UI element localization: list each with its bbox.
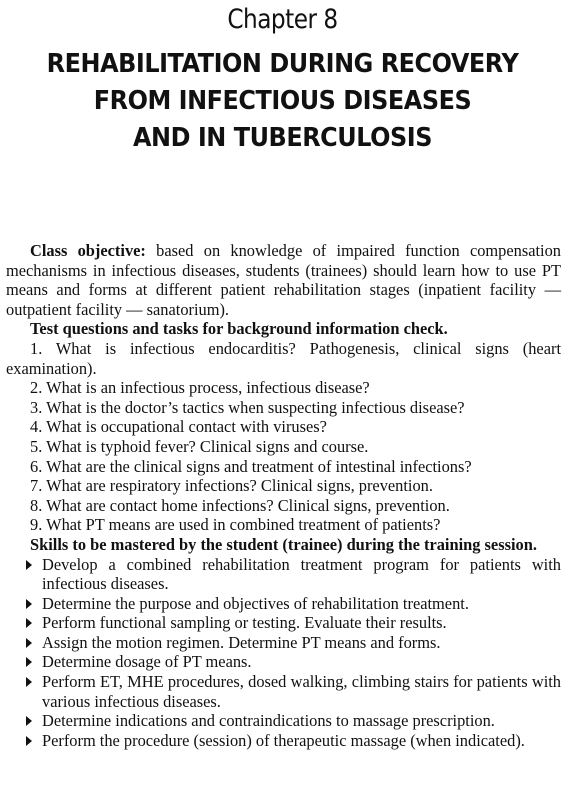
chapter-body bbox=[6, 241, 561, 750]
skill-text: Perform ET, MHE procedures, dosed walking, climbing stairs for patients with various infectious diseases. bbox=[42, 672, 561, 711]
triangle-right-icon bbox=[26, 618, 32, 628]
question-item: 2. What is an infectious process, infectious disease? bbox=[30, 378, 370, 398]
triangle-right-icon bbox=[26, 657, 32, 667]
skill-item bbox=[6, 652, 561, 672]
heading-period: . bbox=[443, 319, 448, 339]
class-objective-text: based on knowledge of impaired function compensation mechanisms in infectious diseases, students (trainees) should learn how to use PT means and forms at different patient rehabilitation stages (inpatient facility — outpatient facility — sanatorium). bbox=[6, 241, 561, 319]
chapter-title bbox=[0, 46, 565, 157]
heading-period: . bbox=[532, 534, 537, 554]
triangle-right-icon bbox=[26, 736, 32, 746]
triangle-right-icon bbox=[26, 716, 32, 726]
class-objective-label: Class objective: bbox=[30, 241, 146, 260]
skill-item bbox=[6, 613, 561, 633]
triangle-right-icon bbox=[26, 599, 32, 609]
test-questions-heading-text: Test questions and tasks for background information check bbox=[30, 319, 444, 339]
test-questions-heading bbox=[6, 319, 561, 339]
triangle-right-icon bbox=[26, 560, 32, 570]
skill-item bbox=[6, 731, 561, 751]
class-objective-paragraph bbox=[6, 241, 561, 319]
question-item: 3. What is the doctor’s tactics when suspecting infectious disease? bbox=[30, 397, 465, 417]
skill-item bbox=[6, 633, 561, 653]
skill-item bbox=[6, 711, 561, 731]
triangle-right-icon bbox=[26, 638, 32, 648]
chapter-number: Chapter 8 bbox=[227, 4, 338, 35]
chapter-title-line: REHABILITATION DURING RECOVERY bbox=[46, 49, 519, 79]
chapter-title-line: FROM INFECTIOUS DISEASES bbox=[93, 86, 472, 116]
question-item: 8. What are contact home infections? Clinical signs, prevention. bbox=[30, 495, 450, 515]
skill-text: Determine the purpose and objectives of rehabilitation treatment. bbox=[42, 593, 469, 613]
question-item: 7. What are respiratory infections? Clinical signs, prevention. bbox=[30, 476, 433, 496]
question-item: 4. What is occupational contact with viruses? bbox=[30, 417, 327, 437]
skill-item bbox=[6, 594, 561, 614]
question-item: 5. What is typhoid fever? Clinical signs and course. bbox=[30, 436, 369, 456]
question-item: 9. What PT means are used in combined treatment of patients? bbox=[30, 515, 441, 535]
skills-heading bbox=[6, 535, 561, 555]
triangle-right-icon bbox=[26, 677, 32, 687]
skill-text: Develop a combined rehabilitation treatment program for patients with infectious diseases. bbox=[42, 554, 561, 594]
skill-item bbox=[6, 555, 561, 594]
chapter-title-line: AND IN TUBERCULOSIS bbox=[132, 123, 432, 153]
skill-text: Perform the procedure (session) of therapeutic massage (when indicated). bbox=[42, 730, 525, 750]
skill-text: Perform functional sampling or testing. Evaluate their results. bbox=[42, 613, 447, 633]
question-item: 6. What are the clinical signs and treatment of intestinal infections? bbox=[30, 456, 472, 476]
question-item: 1. What is infectious endocarditis? Pathogenesis, clinical signs (heart examination). bbox=[6, 338, 561, 378]
skill-text: Assign the motion regimen. Determine PT means and forms. bbox=[42, 632, 441, 652]
skill-item bbox=[6, 672, 561, 711]
skill-text: Determine indications and contraindications to massage prescription. bbox=[42, 711, 495, 731]
skills-heading-text: Skills to be mastered by the student (trainee) during the training session bbox=[30, 534, 533, 554]
skill-text: Determine dosage of PT means. bbox=[42, 652, 252, 672]
